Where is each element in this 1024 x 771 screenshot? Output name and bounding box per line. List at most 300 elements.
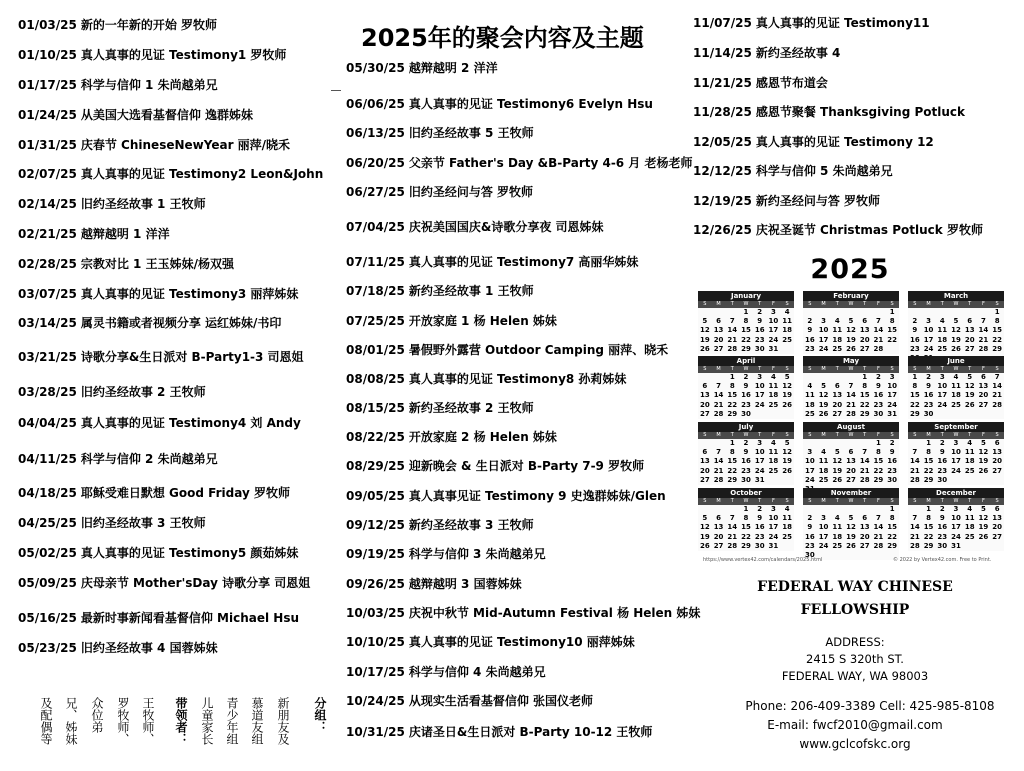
calendar-day: 20: [699, 466, 710, 475]
calendar-weekday: W: [953, 498, 959, 504]
calendar-day: 27: [964, 344, 975, 353]
calendar-day: 15: [741, 523, 751, 532]
calendar-day: 1: [862, 373, 868, 381]
calendar-day: 11: [804, 391, 815, 400]
schedule-entry: [346, 693, 593, 709]
calendar-day: 27: [992, 532, 1003, 541]
calendar-day: 13: [713, 523, 724, 532]
entry-text: 旧约圣经故事 4 国蓉姊妹: [80, 641, 218, 655]
calendar-weekday: W: [953, 301, 959, 307]
calendar-day: 6: [980, 373, 986, 381]
calendar-day: 13: [699, 457, 710, 466]
calendar-day: 13: [859, 326, 870, 335]
calendar-day: 29: [909, 409, 920, 418]
calendar-weekday: S: [890, 498, 894, 504]
calendar-day: 15: [727, 391, 738, 400]
calendar-weekday: W: [743, 498, 749, 504]
calendar-day: 9: [939, 448, 945, 457]
calendar-day: 4: [770, 373, 776, 381]
calendar-day: 12: [846, 523, 856, 532]
calendar-day: 27: [859, 344, 870, 353]
calendar-day: 7: [875, 317, 881, 326]
calendar-day: 17: [768, 326, 779, 335]
schedule-entry: [693, 222, 983, 238]
calendar-month-name: March: [908, 291, 1004, 301]
calendar-day: 13: [713, 326, 724, 335]
calendar-day: 1: [889, 308, 895, 316]
calendar-weekday: T: [940, 301, 944, 307]
calendar-day: 6: [702, 382, 708, 391]
calendar-day: 8: [926, 514, 931, 523]
calendar-day: 22: [873, 466, 884, 475]
entry-text: 新约圣经问与答 罗牧师: [755, 194, 881, 208]
calendar-day: 9: [757, 317, 763, 326]
calendar-blank: [725, 505, 739, 514]
entry-text: 感恩节布道会: [755, 76, 828, 90]
calendar-day: 24: [754, 466, 765, 475]
calendar-weekday: S: [995, 498, 999, 504]
calendar-day: 5: [980, 505, 986, 513]
calendar-day: 29: [727, 409, 738, 418]
calendar-day: 15: [727, 457, 738, 466]
calendar-day: 9: [889, 448, 895, 457]
leader-item: 王牧师、: [141, 697, 155, 745]
calendar-day: 11: [832, 326, 843, 335]
calendar-day: 26: [846, 541, 856, 550]
entry-text: 真人真事的见证 Testimony 12: [755, 135, 934, 149]
calendar-weekday: S: [703, 432, 707, 438]
schedule-entry: [346, 313, 557, 329]
calendar-weekday: T: [730, 366, 734, 372]
leader-item: 兄、姊妹: [64, 697, 78, 745]
calendar-day: 5: [848, 514, 854, 523]
calendar-day: 1: [743, 505, 749, 513]
calendar-day: 20: [992, 523, 1003, 532]
calendar-day: 18: [964, 457, 975, 466]
calendar-day: 11: [768, 448, 779, 457]
calendar-day: 15: [887, 523, 898, 532]
schedule-entry: [18, 77, 218, 93]
calendar-blank: [817, 505, 831, 514]
calendar-day: 30: [754, 344, 765, 353]
calendar-month-name: April: [698, 356, 794, 366]
schedule-entry: [346, 184, 533, 200]
calendar-days: [803, 308, 899, 354]
calendar-day: 26: [818, 409, 829, 418]
calendar-day: 19: [699, 532, 710, 541]
entry-date: 10/03/25: [346, 606, 405, 620]
calendar-day: 25: [832, 541, 843, 550]
calendar-day: 14: [859, 457, 870, 466]
calendar-day: 25: [782, 532, 793, 541]
entry-text: 新约圣经故事 1 王牧师: [408, 284, 534, 298]
entry-text: 旧约圣经故事 3 王牧师: [80, 516, 206, 530]
calendar-day: 23: [754, 335, 765, 344]
entry-date: 05/02/25: [18, 546, 77, 560]
calendar-day: 30: [741, 475, 751, 484]
schedule-entry: [346, 546, 546, 562]
calendar-blank: [844, 505, 858, 514]
calendar-weekday-row: [698, 432, 794, 439]
calendar-day: 2: [807, 317, 813, 326]
calendar-day: 21: [713, 466, 724, 475]
entry-date: 09/19/25: [346, 547, 405, 561]
calendar-day: 7: [994, 373, 1000, 381]
calendar-weekday: S: [913, 432, 917, 438]
entry-text: 真人真事的见证 Testimony8 孙莉姊妹: [408, 372, 627, 386]
entry-date: 10/24/25: [346, 694, 405, 708]
calendar-day: 22: [727, 466, 738, 475]
calendar-day: 4: [770, 439, 776, 447]
calendar-day: 21: [846, 400, 856, 409]
entry-text: 旧约圣经问与答 罗牧师: [408, 185, 534, 199]
calendar-weekday: T: [940, 498, 944, 504]
calendar-day: 16: [754, 523, 765, 532]
calendar-day: 29: [873, 475, 884, 484]
calendar-blank: [858, 505, 872, 514]
calendar-days: [698, 439, 794, 485]
calendar-weekday: T: [968, 432, 972, 438]
entry-date: 03/07/25: [18, 287, 77, 301]
calendar-day: 3: [889, 373, 895, 381]
entry-date: 12/05/25: [693, 135, 752, 149]
calendar-day: 15: [859, 391, 870, 400]
calendar-blank: [830, 373, 844, 382]
calendar-blank: [858, 439, 872, 448]
schedule-entry: [18, 107, 253, 123]
calendar-weekday: T: [730, 301, 734, 307]
entry-date: 12/19/25: [693, 194, 752, 208]
calendar-day: 8: [889, 514, 895, 523]
calendar-weekday: W: [848, 432, 854, 438]
calendar-day: 23: [873, 400, 884, 409]
calendar-blank: [935, 308, 949, 317]
entry-date: 02/14/25: [18, 197, 77, 211]
calendar-weekday: F: [876, 498, 880, 504]
entry-text: 庆春节 ChineseNewYear 丽萍/晓禾: [80, 138, 291, 152]
calendar-day: 3: [757, 439, 763, 447]
calendar-weekday: S: [703, 301, 707, 307]
calendar-day: 22: [741, 532, 751, 541]
entry-text: 越辩越明 2 洋洋: [408, 61, 498, 75]
calendar-weekday: M: [821, 432, 826, 438]
calendar-day: 15: [992, 326, 1003, 335]
calendar-footer-copyright: © 2022 by Vertex42.com. Free to Print.: [893, 557, 992, 563]
calendar-day: 11: [964, 514, 975, 523]
calendar-weekday: M: [926, 498, 931, 504]
calendar-day: 24: [923, 344, 934, 353]
calendar-day: 22: [992, 335, 1003, 344]
entry-text: 庆祝美国国庆&诗歌分享夜 司恩姊妹: [408, 220, 604, 234]
calendar-year: 2025: [810, 254, 890, 285]
calendar-weekday: M: [716, 301, 721, 307]
calendar-day: 7: [729, 317, 735, 326]
calendar-days: [698, 373, 794, 419]
calendar-day: 22: [727, 400, 738, 409]
calendar-weekday: F: [981, 432, 985, 438]
calendar-blank: [830, 439, 844, 448]
calendar-weekday: T: [758, 432, 762, 438]
calendar-month-name: January: [698, 291, 794, 301]
calendar-day: 27: [699, 409, 710, 418]
calendar-day: 23: [923, 400, 934, 409]
calendar-day: 19: [951, 335, 961, 344]
calendar-blank: [803, 439, 817, 448]
calendar-day: 20: [699, 400, 710, 409]
calendar-day: 9: [939, 514, 945, 523]
calendar-day: 19: [818, 400, 829, 409]
calendar-day: 23: [887, 466, 898, 475]
calendar-day: 12: [846, 326, 856, 335]
entry-date: 12/26/25: [693, 223, 752, 237]
calendar-month-name: February: [803, 291, 899, 301]
address-label: ADDRESS:: [825, 635, 885, 649]
entry-text: 宗教对比 1 王玉姊妹/杨双强: [80, 257, 234, 271]
calendar-day: 8: [926, 448, 931, 457]
calendar-weekday: T: [940, 366, 944, 372]
entry-text: 真人真事见证 Testimony 9 史逸群姊妹/Glen: [408, 489, 666, 503]
schedule-entry: [693, 45, 840, 61]
schedule-entry: [346, 429, 557, 445]
calendar-weekday-row: [698, 498, 794, 505]
calendar-weekday-row: [803, 498, 899, 505]
schedule-entry: [18, 166, 323, 182]
calendar-day: 23: [937, 532, 948, 541]
schedule-entry: [693, 163, 893, 179]
calendar-days: [908, 373, 1004, 419]
calendar-day: 6: [834, 382, 840, 391]
entry-date: 03/21/25: [18, 350, 77, 364]
calendar-day: 25: [782, 335, 793, 344]
calendar-day: 20: [846, 466, 856, 475]
calendar-day: 16: [873, 391, 884, 400]
calendar-month-name: August: [803, 422, 899, 432]
calendar-weekday-row: [698, 366, 794, 373]
calendar-day: 5: [821, 382, 826, 391]
calendar-day: 21: [713, 400, 724, 409]
entry-text: 科学与信仰 3 朱尚越弟兄: [408, 547, 546, 561]
entry-text: 真人真事的见证 Testimony4 刘 Andy: [80, 416, 301, 430]
calendar-blank: [949, 308, 963, 317]
calendar-day: 17: [768, 523, 779, 532]
tick-mark: [331, 90, 341, 91]
calendar-weekday: F: [981, 301, 985, 307]
calendar-day: 9: [926, 382, 931, 391]
calendar-day: 17: [754, 391, 765, 400]
calendar-day: 14: [727, 523, 738, 532]
entry-date: 07/25/25: [346, 314, 405, 328]
entry-date: 03/14/25: [18, 316, 77, 330]
entry-text: 真人真事的见证 Testimony5 颜茹姊妹: [80, 546, 299, 560]
calendar-day: 1: [875, 439, 881, 447]
calendar-day: 12: [951, 326, 961, 335]
calendar-blank: [803, 505, 817, 514]
entry-text: 真人真事的见证 Testimony2 Leon&John: [80, 167, 324, 181]
entry-date: 11/28/25: [693, 105, 752, 119]
calendar-day: 29: [859, 409, 870, 418]
calendar-day: 8: [889, 317, 895, 326]
calendar-day: 24: [804, 475, 815, 484]
calendar-day: 18: [832, 532, 843, 541]
calendar-day: 24: [951, 466, 961, 475]
calendar-day: 5: [784, 373, 790, 381]
calendar-day: 5: [784, 439, 790, 447]
entry-text: 科学与信仰 5 朱尚越弟兄: [755, 164, 893, 178]
calendar-day: 25: [818, 475, 829, 484]
calendar-days: [803, 373, 899, 419]
calendar-month: [698, 422, 794, 485]
entry-date: 02/28/25: [18, 257, 77, 271]
calendar-day: 19: [832, 466, 843, 475]
calendar-day: 27: [699, 475, 710, 484]
calendar-day: 11: [782, 514, 793, 523]
calendar-day: 16: [937, 457, 948, 466]
calendar-weekday: S: [890, 366, 894, 372]
entry-text: 真人真事的见证 Testimony11: [755, 16, 930, 30]
calendar-day: 30: [937, 541, 948, 550]
calendar-weekday: S: [785, 366, 789, 372]
calendar-day: 2: [757, 505, 763, 513]
calendar-day: 16: [923, 391, 934, 400]
calendar-day: 4: [834, 317, 840, 326]
entry-date: 06/20/25: [346, 156, 405, 170]
calendar-day: 27: [832, 409, 843, 418]
calendar-weekday: W: [953, 366, 959, 372]
calendar-day: 7: [912, 514, 918, 523]
calendar-day: 8: [743, 514, 749, 523]
entry-date: 08/08/25: [346, 372, 405, 386]
calendar-day: 18: [818, 466, 829, 475]
calendar-day: 11: [832, 523, 843, 532]
calendar-day: 16: [887, 457, 898, 466]
calendar-day: 29: [923, 475, 934, 484]
calendar-day: 23: [804, 541, 815, 550]
calendar-day: 24: [768, 335, 779, 344]
calendar-day: 23: [741, 466, 751, 475]
calendar-day: 8: [862, 382, 868, 391]
schedule-entry: [346, 488, 666, 504]
calendar-day: 25: [951, 400, 961, 409]
calendar-weekday: S: [785, 498, 789, 504]
calendar-month-name: December: [908, 488, 1004, 498]
calendar-day: 12: [782, 382, 793, 391]
calendar-day: 28: [909, 541, 920, 550]
calendar-weekday: T: [940, 432, 944, 438]
entry-date: 01/24/25: [18, 108, 77, 122]
calendar-day: 18: [768, 391, 779, 400]
calendar-day: 10: [887, 382, 898, 391]
calendar-blank: [844, 439, 858, 448]
calendar-day: 19: [699, 335, 710, 344]
calendar-day: 14: [909, 457, 920, 466]
calendar-day: 14: [727, 326, 738, 335]
schedule-entry: [346, 254, 638, 270]
calendar-day: 14: [713, 457, 724, 466]
calendar-day: 27: [978, 400, 989, 409]
entry-text: 真人真事的见证 Testimony1 罗牧师: [80, 48, 287, 62]
calendar-day: 3: [953, 439, 959, 447]
calendar-day: 20: [964, 335, 975, 344]
calendar-day: 8: [743, 317, 749, 326]
calendar-blank: [698, 505, 712, 514]
calendar-day: 19: [782, 391, 793, 400]
calendar-day: 29: [741, 344, 751, 353]
calendar-footer-url: https://www.vertex42.com/calendars/2025.html: [703, 557, 823, 563]
calendar-month-name: September: [908, 422, 1004, 432]
schedule-entry: [18, 545, 298, 561]
calendar-day: 21: [909, 532, 920, 541]
calendar-day: 6: [848, 448, 854, 457]
calendar-day: 25: [768, 466, 779, 475]
calendar-day: 29: [727, 475, 738, 484]
calendar-blank: [803, 373, 817, 382]
schedule-entry: [693, 15, 930, 31]
calendar-day: 21: [978, 335, 989, 344]
calendar-day: 12: [964, 382, 975, 391]
calendar-day: 23: [909, 344, 920, 353]
calendar-day: 30: [873, 409, 884, 418]
entry-date: 08/22/25: [346, 430, 405, 444]
calendar-day: 27: [713, 344, 724, 353]
calendar-day: 25: [937, 344, 948, 353]
calendar-weekday: F: [876, 301, 880, 307]
schedule-entry: [346, 724, 652, 740]
calendar-month: [803, 356, 899, 419]
schedule-entry: [346, 219, 604, 235]
calendar-blank: [712, 308, 726, 317]
calendar-day: 16: [909, 335, 920, 344]
org-name-line2: FELLOWSHIP: [800, 602, 910, 618]
calendar-day: 10: [951, 514, 961, 523]
entry-date: 12/12/25: [693, 164, 752, 178]
calendar-day: 4: [821, 448, 826, 457]
entry-text: 旧约圣经故事 2 王牧师: [80, 385, 206, 399]
calendar-day: 4: [784, 505, 790, 513]
calendar-day: 4: [967, 439, 973, 447]
calendar-day: 15: [923, 523, 934, 532]
schedule-entry: [18, 17, 217, 33]
calendar-month-name: May: [803, 356, 899, 366]
calendar-day: 12: [978, 514, 989, 523]
entry-date: 02/21/25: [18, 227, 77, 241]
calendar-day: 21: [727, 532, 738, 541]
calendar-day: 14: [992, 382, 1003, 391]
calendar-weekday: S: [890, 301, 894, 307]
calendar-day: 31: [887, 409, 898, 418]
address-city: FEDERAL WAY, WA 98003: [781, 669, 929, 683]
calendar-weekday-row: [908, 366, 1004, 373]
calendar-weekday: F: [876, 366, 880, 372]
calendar-blank: [817, 373, 831, 382]
calendar-weekday-row: [908, 301, 1004, 308]
calendar-weekday-row: [908, 432, 1004, 439]
schedule-entry: [346, 125, 534, 141]
entry-text: 庆诸圣日&生日派对 B-Party 10-12 王牧师: [408, 725, 653, 739]
entry-date: 04/11/25: [18, 452, 77, 466]
calendar-blank: [803, 308, 817, 317]
calendar-weekday: S: [995, 301, 999, 307]
calendar-day: 17: [818, 335, 829, 344]
calendar-day: 23: [741, 400, 751, 409]
calendar-weekday: S: [913, 301, 917, 307]
entry-date: 01/17/25: [18, 78, 77, 92]
calendar-day: 1: [926, 439, 931, 447]
calendar-day: 6: [862, 514, 868, 523]
calendar-weekday: S: [995, 432, 999, 438]
entry-text: 科学与信仰 4 朱尚越弟兄: [408, 665, 546, 679]
entry-text: 诗歌分享&生日派对 B-Party1-3 司恩姐: [80, 350, 304, 364]
entry-date: 07/04/25: [346, 220, 405, 234]
